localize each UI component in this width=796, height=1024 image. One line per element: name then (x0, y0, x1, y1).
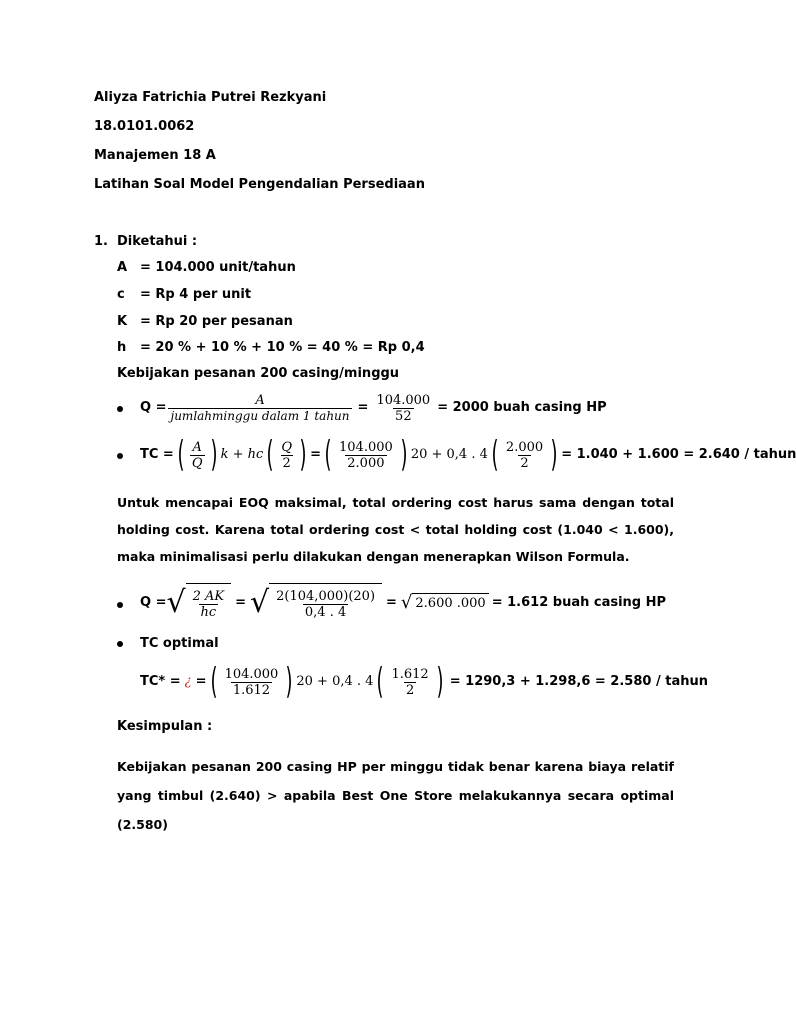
formula-tcstar-result: = 1290,3 + 1.298,6 = 2.580 / tahun (449, 674, 708, 689)
given-key-k: K (117, 314, 128, 329)
left-paren: ( (376, 661, 384, 702)
formula-tc-result: = 1.040 + 1.600 = 2.640 / tahun (561, 447, 796, 462)
formula-eoq-lhs: Q = (140, 595, 167, 610)
eoq-paragraph: Untuk mencapai EOQ maksimal, total ordering cost harus sama dengan total holding cost. Karena total ordering cost < total holding cost (1.040 < 1.600), maka minimalisasi perlu dilakukan dengan menerapkan Wilson Formula. (117, 495, 674, 564)
right-paren: ) (285, 661, 293, 702)
fraction-numerator: 2(104,000)(20) (276, 589, 376, 604)
formula-tc-mid: k + hc (220, 447, 264, 462)
formula-q-result: = 2000 buah casing HP (437, 400, 607, 415)
equals-sign: = (357, 400, 369, 415)
given-value-c: = Rp 4 per unit (140, 287, 252, 302)
given-value-a: = 104.000 unit/tahun (140, 260, 296, 275)
formula-eoq-result: = 1.612 buah casing HP (491, 595, 667, 610)
bullet-icon (117, 602, 123, 608)
fraction-denominator: 2 (282, 455, 291, 471)
fraction-denominator: 2.000 (347, 455, 385, 471)
parenthesis-group (174, 434, 221, 475)
formula-tc-mid2: 20 + 0,4 . 4 (410, 447, 488, 462)
fraction (274, 589, 377, 620)
fraction-numerator: 1.612 (391, 666, 429, 682)
conclusion-heading: Kesimpulan : (117, 719, 213, 734)
left-paren: ( (177, 434, 185, 475)
parenthesis-group (321, 434, 411, 475)
equals-sign: = (310, 447, 321, 462)
fraction (389, 667, 430, 698)
parenthesis-group (373, 661, 446, 702)
sqrt-value: 2.600 .000 (412, 593, 488, 613)
policy-line: Kebijakan pesanan 200 casing/minggu (117, 366, 400, 381)
class-name: Manajemen 18 A (94, 148, 216, 163)
formula-tc (140, 434, 796, 476)
fraction-numerator: Q (281, 439, 293, 455)
author-name: Aliyza Fatrichia Putrei Rezkyani (94, 90, 327, 105)
right-paren: ) (299, 434, 307, 475)
fraction (191, 589, 227, 620)
fraction (223, 667, 281, 698)
formula-eoq (140, 580, 666, 626)
fraction-denominator: 2 (405, 682, 415, 698)
fraction (168, 393, 351, 424)
fraction-numerator: 104.000 (339, 439, 393, 455)
given-key-h: h (117, 340, 127, 355)
right-paren: ) (210, 434, 218, 475)
fraction-numerator: 104.000 (224, 666, 279, 682)
formula-q (140, 388, 607, 428)
bullet-icon (117, 453, 123, 459)
conclusion-text: Kebijakan pesanan 200 casing HP per minggu tidak benar karena biaya relatif yang timbul (2.640) > apabila Best One Store melakukannya secara optimal (2.580) (117, 759, 674, 832)
right-paren: ) (400, 434, 408, 475)
formula-tc-star (140, 660, 708, 704)
left-paren: ( (324, 434, 332, 475)
square-root (166, 583, 231, 623)
fraction-numerator: 104.000 (376, 392, 431, 408)
equals-sign: = (235, 595, 247, 610)
fraction-denominator: 0,4 . 4 (304, 605, 347, 620)
fraction-numerator: A (255, 392, 265, 408)
fraction (504, 440, 545, 471)
formula-q-lhs: Q = (140, 400, 167, 415)
student-id: 18.0101.0062 (94, 119, 195, 134)
fraction-denominator: 52 (395, 408, 412, 424)
equals-sign: = (195, 674, 207, 689)
bullet-icon (117, 641, 123, 647)
fraction-numerator: 2.000 (505, 439, 544, 455)
right-paren: ) (550, 434, 558, 475)
fraction-denominator: 2 (520, 455, 529, 471)
right-paren: ) (436, 661, 444, 702)
given-heading: Diketahui : (117, 234, 198, 249)
left-paren: ( (491, 434, 499, 475)
parenthesis-group (263, 434, 310, 475)
inverted-question-symbol: ¿ (184, 674, 192, 689)
radical-sign: √ (250, 585, 270, 620)
radical-sign: √ (400, 592, 413, 613)
fraction (190, 440, 205, 471)
given-value-k: = Rp 20 per pesanan (140, 314, 293, 329)
radical-sign: √ (166, 585, 186, 620)
fraction-denominator: hc (200, 605, 217, 620)
formula-tc-lhs: TC = (140, 447, 174, 462)
formula-tcstar-lhs: TC* = (140, 674, 181, 689)
fraction-numerator: 2 AK (192, 589, 225, 604)
fraction-denominator: 1.612 (232, 682, 271, 698)
left-paren: ( (266, 434, 274, 475)
square-root (401, 593, 489, 613)
given-key-c: c (117, 287, 125, 302)
bullet-icon (117, 406, 123, 412)
fraction (374, 393, 432, 424)
fraction (279, 440, 294, 471)
fraction-numerator: A (192, 439, 202, 455)
fraction-denominator: jumlahminggu dalam 1 tahun (170, 408, 350, 423)
fraction-denominator: Q (191, 455, 203, 471)
fraction (337, 440, 395, 471)
given-value-h: = 20 % + 10 % + 10 % = 40 % = Rp 0,4 (140, 340, 425, 355)
left-paren: ( (210, 661, 218, 702)
formula-tcstar-mid: 20 + 0,4 . 4 (296, 674, 374, 689)
given-key-a: A (117, 260, 128, 275)
question-number: 1. (94, 234, 108, 249)
parenthesis-group (207, 661, 297, 702)
parenthesis-group (488, 434, 561, 475)
tc-optimal-label: TC optimal (140, 636, 219, 651)
equals-sign: = (386, 595, 397, 610)
square-root (250, 583, 382, 623)
assignment-title: Latihan Soal Model Pengendalian Persediaan (94, 177, 425, 192)
